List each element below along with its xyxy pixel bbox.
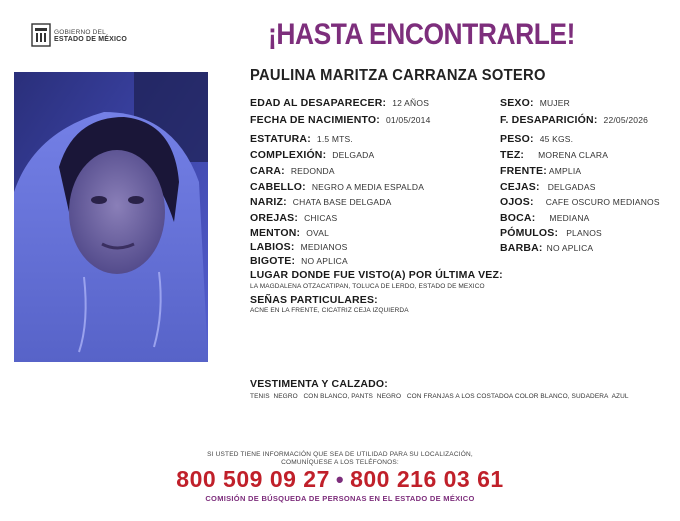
phone-2[interactable]: 800 216 03 61 — [350, 466, 504, 492]
footer-line2: COMUNÍQUESE A LOS TELÉFONOS: — [281, 459, 399, 466]
person-photo — [14, 72, 208, 362]
field-estatura: ESTATURA: 1.5 MTS. — [250, 133, 353, 145]
clothing-value: TENIS NEGRO CON BLANCO, PANTS NEGRO CON FRANJAS A LOS COSTADOA COLOR BLANCO, SUDADERA AZUL — [250, 393, 629, 400]
field-peso: PESO: 45 KGS. — [500, 133, 574, 145]
logo-line2: ESTADO DE MÉXICO — [54, 36, 128, 43]
last-seen-value: LA MAGDALENA OTZACATIPAN, TOLUCA DE LERDO, ESTADO DE MEXICO — [250, 283, 485, 290]
logo-line1: GOBIERNO DEL — [54, 29, 106, 36]
phone-numbers — [0, 466, 680, 493]
field-f-desaparicion: F. DESAPARICIÓN: 22/05/2026 — [500, 114, 649, 126]
field-labios: LABIOS: MEDIANOS — [250, 241, 348, 253]
field-tez: TEZ: MORENA CLARA — [500, 149, 609, 161]
government-logo — [30, 22, 140, 52]
headline: ¡HASTA ENCONTRARLE! — [268, 18, 575, 51]
phone-separator: • — [335, 467, 345, 492]
state-seal-icon — [30, 22, 52, 48]
commission-name: COMISIÓN DE BÚSQUEDA DE PERSONAS EN EL ESTADO DE MÉXICO — [205, 494, 475, 503]
field-complexion: COMPLEXIÓN: DELGADA — [250, 149, 375, 161]
clothing-label: VESTIMENTA Y CALZADO: — [250, 378, 388, 390]
field-cabello: CABELLO: NEGRO A MEDIA ESPALDA — [250, 181, 425, 193]
person-name: PAULINA MARITZA CARRANZA SOTERO — [250, 67, 546, 84]
footer-line1: SI USTED TIENE INFORMACIÓN QUE SEA DE UTILIDAD PARA SU LOCALIZACIÓN, — [207, 451, 473, 458]
field-ojos: OJOS: CAFE OSCURO MEDIANOS — [500, 196, 660, 208]
footer-info — [0, 451, 680, 467]
field-cejas: CEJAS: DELGADAS — [500, 181, 596, 193]
person-photo-image — [14, 72, 208, 362]
field-pomulos: PÓMULOS: PLANOS — [500, 227, 602, 239]
field-fecha-nacimiento: FECHA DE NACIMIENTO: 01/05/2014 — [250, 114, 431, 126]
last-seen-label: LUGAR DONDE FUE VISTO(A) POR ÚLTIMA VEZ: — [250, 269, 503, 281]
field-frente: FRENTE: AMPLIA — [500, 165, 582, 177]
field-barba: BARBA: NO APLICA — [500, 242, 594, 254]
marks-value: ACNE EN LA FRENTE, CICATRIZ CEJA IZQUIERDA — [250, 307, 409, 314]
field-boca: BOCA: MEDIANA — [500, 212, 590, 224]
phone-1[interactable]: 800 509 09 27 — [176, 466, 330, 492]
marks-label: SEÑAS PARTICULARES: — [250, 294, 378, 306]
field-orejas: OREJAS: CHICAS — [250, 212, 338, 224]
field-menton: MENTON: OVAL — [250, 227, 330, 239]
field-cara: CARA: REDONDA — [250, 165, 335, 177]
field-sexo: SEXO: MUJER — [500, 97, 570, 109]
field-nariz: NARIZ: CHATA BASE DELGADA — [250, 196, 392, 208]
field-bigote: BIGOTE: NO APLICA — [250, 255, 348, 267]
field-edad: EDAD AL DESAPARECER: 12 AÑOS — [250, 97, 430, 109]
